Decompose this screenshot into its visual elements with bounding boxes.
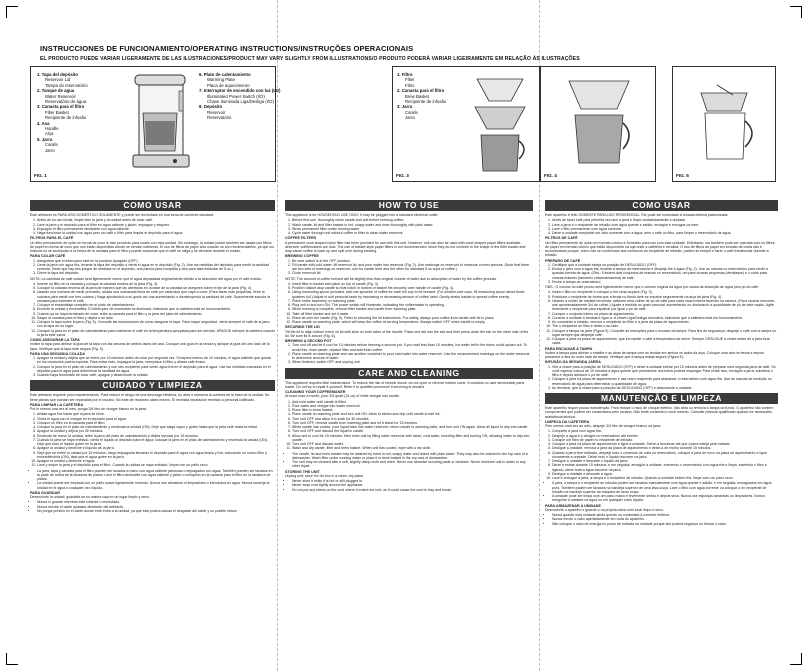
list-item: 12. Coloque la jarra en el plato de calentamiento para mantener el café en la temperatura apropiada para ser servido. APAGUE siempre la cafetera cuando la jarra este vacía. — [37, 329, 275, 338]
bullet-list — [30, 469, 275, 490]
list-item: • A jarra, a tampa e o recipiente de infusão podem ser lavados manualmente com água quente e sabão, e em seguida, enxaguados em água pura. Também podem ser lavados na bandeja superior de uma lava-louça. Lave o filtro com água corrente ou coloque-o no recipiente de infusão na bandeja superior da máquina de lavar louça. — [552, 481, 778, 494]
subheading: STORING THE UNIT — [285, 469, 320, 474]
list-item: 4. Cycle water through unit without coffee or filter to clean water reservoir. — [292, 231, 533, 235]
list-item: 1. Apague la unidad y déjela que se enfríe por 10 minutos antes de colar por segunda vez. Si espera menos de 10 minutos, el agua caliente que queda en los conductos podría explotar. Para evitar esto, enjuague la jarra, reemplace el filtro y añada café fresco. — [37, 356, 275, 365]
steps-list — [545, 263, 778, 284]
list-item: 5. Coloque la canasta encima de la jarra de manera que las aberturas en la base de la canasta se aseguren sobre el eje de la jarra (Fig. 4) — [37, 286, 275, 290]
list-item: 5. Position basket atop carafe so that notch in bottom of basket fits securely over handle of carafe (Fig. 4). — [292, 286, 533, 290]
fig2-parts — [397, 72, 446, 121]
intro-text: Este artefacto es PARA USO DOMÉSTICO SOLAMENTE y puede ser enchufado en una toma de corriente standard. — [30, 213, 215, 217]
subheading: LIMPEZA DA CAFETEIRA — [545, 419, 590, 424]
part-translation: Warming Plate — [207, 77, 236, 83]
list-item: 1. Vire a chave para a posição de DESLIGADO (OFF) e deixe a unidade esfriar por 10 minutos antes de preparar uma segunda jarra de café. Se você esperar menos de 10 minutos a água quente que permanece nos tubos poderá respingar. Para evitar isso, enxágüe a jarra, substitua o filtro e depois adicione o pó de café. — [552, 365, 778, 378]
fig1-label: FIG. 1 — [34, 173, 47, 178]
paragraph: Incline la tapa para abrirse la guía de la tapa con las ranuras de ambos lados del asa. Coloque una guía en la ranura y aplique la guía del otro lado de la tapa. Verifique que la tapa esté segura (Fig. 5). — [30, 342, 270, 351]
list-item: 2. Lave a jarra e o recipiente de infusão com água quente e sabão, enxágüe e enxugue-os bem. — [552, 223, 778, 227]
list-item: 5. Turn unit OFF and allow it to soak for 30 minutes. — [292, 417, 533, 421]
bullet-list — [285, 479, 533, 492]
list-item: • A unidade pode ser limpa com um pano macio e levemente úmido e depois seca. Nunca use esponjas abrasivas ou limpadores. Nunca mergulhe a unidade na água ou em qualquer outro líquido. — [552, 494, 778, 503]
bullet-list — [545, 481, 778, 502]
paragraph: This appliance requires little maintenance. To reduce the risk of electric shock, do not open or remove bottom cover. It contains no user serviceable parts inside. Do not try to repair it yourself. Refer it to qualified personnel if servicing is needed. — [285, 380, 525, 389]
paragraph: Este aparelho requer pouca manutenção. Para reduzir o risco de choque elétrico, não abra ou remova a tampa do fundo. O aparelho não contém componentes que podem ser consertados pelo usuário. Não tente consertá-lo você mesmo. Consulte pessoal qualificado quando for necessário assistência técnica. — [545, 406, 774, 419]
list-item: 9. When brewing is complete, remove filter basket and carafe from warming plate. — [292, 307, 533, 311]
fig3-label: FIG. 3 — [396, 173, 409, 178]
carafe-lid-illustration — [687, 81, 763, 165]
list-item: 10. Turn unit OFF and discard water. — [292, 442, 533, 446]
part-translation: Brew Basket — [405, 93, 430, 99]
list-item: 11. Coloque la tapa sobre la jarra (Fig. 5). Consulte las instrucciones de cómo asegurar la tapa. Para mayor seguridad, vierta siempre el café de la jarra con la tapa en su lugar. — [37, 320, 275, 329]
list-item: 2. Coloque la jarra en el plato de calentamiento y use otro recipiente para verter agua fría en el depósito para el agua. Use las medidas marcadas en el depósito para el agua para determinar la cantidad de agua. — [37, 365, 275, 374]
list-item: • La jarra, tapa y canasta para el filtro pueden ser lavados a mano con agua caliente jabonosa o enjuagados con agua. También pueden ser lavados en la parte de arriba de la lavadora de platos. Lave el filtro deslizable con agua caliente y jabón o colóquelo en la canasta para el filtro en la lavadora de platos. — [37, 469, 275, 482]
list-item: • The carafe, lid and brew basket may be washed by hand in hot, soapy water and rinsed with plain water. They may also be washed in the top rack of a dishwasher. Wash filter under running water or place it in brew basket in the top rack of dishwasher. — [292, 452, 533, 461]
bullet-list — [30, 500, 275, 513]
list-item: 3. Place filter in brew basket. — [292, 408, 533, 412]
steps-list — [285, 218, 533, 235]
figure-5 — [672, 66, 776, 182]
part-translation: Jarro — [45, 147, 55, 153]
list-item: 2. Lave la jarra y el depósito para el filtro en agua caliente y jabón; enjuague y séquelo. — [37, 223, 275, 227]
subheading: PARA LIMPIAR LA CAFETERA — [30, 402, 84, 407]
page-title: INSTRUCCIONES DE FUNCIONAMIENTO/OPERATING INSTRUCTIONS/INSTRUÇÕES OPERACIONAIS — [40, 44, 414, 53]
paragraph: Unplug unit; store it in its box in a clean, dry place. — [285, 473, 365, 478]
list-item: 4. Haga funcionar la unidad con agua pero sin café o filtro para limpiar el depósito para el agua. — [37, 231, 275, 235]
part-translation: Chave Iluminada Liga/Desliga (I/O) — [207, 99, 274, 105]
list-item: 7. Cuando la jarra se haya enfriado, vierta el líquido al depósito para el agua; coloque la jarra en el plato de calentamiento y encienda la unidad (ON). Deje que todo el líquido gotee en la jarra. — [37, 438, 275, 447]
list-item: • Nunca enrole o cabo apertadamente em volta do aparelho. — [552, 517, 778, 521]
subheading: BREWING A SECOND POT — [285, 339, 332, 343]
list-item: • Never wrap cord tightly around the appliance. — [292, 483, 533, 487]
steps-list — [545, 429, 778, 480]
part-label: 2. Canasta para el filtro Brew Basket Recipiente de infusão — [397, 88, 447, 105]
filter-basket-illustration — [467, 73, 533, 177]
list-item: 10. Take off filter basket and set it aside. — [292, 312, 533, 316]
steps-list — [30, 356, 275, 377]
section-heading-how-to-use: HOW TO USE — [285, 200, 533, 211]
section-heading-cuidado: CUIDADO Y LIMPIEZA — [30, 380, 275, 391]
list-item: 2. Despeje a água e o vinagre no reservatório até encher. — [552, 434, 778, 438]
part-translation: Carafe — [45, 142, 58, 148]
list-item: 8. Enchufe la unidad y encendiéla. El interruptor de encendido se iluminará, indicando que la cafetera está en funcionamiento. — [37, 307, 275, 311]
list-item: 12. Place carafe on warming plate, which will keep the coffee at serving temperature. Always switch OFF when carafe is empty. — [292, 320, 533, 324]
list-item: 3. Coloque um filtro de papel no recipiente de infusão. — [552, 438, 778, 442]
steps-list — [30, 259, 275, 276]
list-item: 1. Add cold water until carafe is filled. — [292, 400, 533, 404]
list-item: 6. Quando a jarra tiver esfriado, despeje todo o conteúdo de volta no reservatório, coloque a jarra de novo na placa de aquecimento e ligue novamente a unidade. Deixe todo o líquido escorrer na jarra. — [552, 451, 778, 460]
paragraph: Tilt the lid to align bottom notch on lid with slots on both sides of the handle. Place one tab into the slot and then press down the tab on the other side of the lid. Be sure lid is secure (Fig. 5). — [285, 329, 529, 338]
list-item: 11. Wash and dry carafe, filter and brew basket. When unit has cooled, wipe with a dry cloth. — [292, 446, 533, 450]
subheading: CLEANING YOUR COFFEEMAKER — [285, 390, 346, 394]
column-english — [285, 200, 533, 493]
note: NOTA: La cantidad de café colado será ligeramente menor que el agua depositada originalmente debido a la absorción del agua por el café molido. — [30, 276, 262, 281]
list-item: 9. Allow unit to cool for 15 minutes; then rinse unit by filling water reservoir with clean, cold water, inserting filter and turning ON, allowing water to drip into carafe. — [292, 434, 533, 443]
figure-4 — [540, 66, 656, 182]
fig5-label: FIG. 5 — [676, 173, 689, 178]
list-item: • Nunca guarde esta unidade ainda quente ou conectada à corrente elétrica. — [552, 513, 778, 517]
list-item: 6. Usando a colher de medida fornecida, adicione uma colher de pó de café para cada xícara inteira fazendo na caneca. (Para xícaras menores, use aproximadamente 3/4 de colher.) Ajuste a medida ao gosto pessoal, aumentando ou diminuindo a quantidade de pó de café usado. Agite levemente o recipiente para espalhar por igual o pó de café. — [552, 299, 778, 312]
list-item: 7. When carafe has cooled, pour liquid back into water reservoir; return carafe to warming plate, and turn unit ON again. Allow all liquid to drip into carafe. — [292, 425, 533, 429]
list-item: 10. Tire o recipiente do filtro e deixe-o ao lado. — [552, 324, 778, 328]
list-item: • Do not put any stress on the cord where it enters the unit, as it could cause the cord to fray and break. — [292, 488, 533, 492]
list-item: 1. Añada agua fría hasta que la jarra se llene. — [37, 412, 275, 416]
page-subtitle: EL PRODUCTO PUEDE VARIAR LIGERAMENTE DE LAS ILUSTRACIONES/PRODUCT MAY VARY SLIGHTLY FROM ILLUSTRATIONS/O PRODUTO PODERÁ VARIAR LIGEIRAMENTE EM RELAÇÃO ÀS ILUSTRAÇÕES — [40, 56, 580, 62]
list-item: • Não coloque o cabo de energia no ponto de entrada na unidade porque isto poderá esgarçar ou triturar o cabo. — [552, 522, 778, 526]
list-item: 7. Coloque o conjunto inteiro na placa de aquecimento. — [552, 312, 778, 316]
list-item: • The unit may be cleaned with a soft, slightly damp cloth and dried. Never use abrasive scouring pads or cleanser. Never immerse unit in water or any other liquid. — [292, 460, 533, 469]
steps-list — [30, 282, 275, 337]
part-translation: Handle — [45, 126, 59, 132]
steps-list — [545, 290, 778, 345]
list-item: 2. Wash carafe, lid and filter basket in hot, soapy water and rinse thoroughly with plain water. — [292, 223, 533, 227]
crop-mark-bottom-left — [6, 653, 18, 665]
steps-list — [30, 412, 275, 467]
steps-list — [30, 218, 275, 235]
part-translation: Recipiente de infusão — [405, 99, 447, 105]
part-translation: Carafe — [405, 109, 418, 115]
list-item: 1. Complete a jarra com água fria. — [552, 429, 778, 433]
paragraph: Desconecte o aparelho e guarde-o na própria caixa num local limpo e seco. — [545, 507, 664, 512]
list-item: 3. When finished, switch OFF and unplug unit. — [292, 360, 533, 364]
coffeemaker-illustration — [129, 73, 191, 173]
subheading: PARA UNA SEGUNDA COLADA — [30, 351, 86, 356]
list-item: 1. Before first use, thoroughly clean carafe and unit before brewing coffee. — [292, 218, 533, 222]
list-item: 5. Posicione o recipiente de forma que a fenda no fundo dele se encaixe seguramente na alça da jarra (Fig. 4). — [552, 295, 778, 299]
list-item: • Never store it while it is hot or still plugged in. — [292, 479, 533, 483]
list-item: 2. Llene la jarra con agua fría, levante la tapa del depósito y vierta el agua en el depósito (Fig. 2). Use las medidas del depósito para medir la cantidad correcta. (Note que hay dos juegos de medidas en el depósito, una para la jarra completa y otra para taza estándar de 5 oz.) — [37, 263, 275, 272]
list-item: 11. Coloque a tampa na jarra (Figura 5). Consulte as instruções para o encaixe da tampa. Para fins de segurança, despeje o café com a tampa no lugar sempre que despejar café. — [552, 329, 778, 338]
paragraph: Desenchufe la unidad; guárdela en su misma caja en un lugar limpio y seco. — [30, 495, 150, 499]
list-item: 9. Desligue a unidade e descarte a água. — [552, 472, 778, 476]
list-item: 9. Ao completar a infusão, remova o recipiente do filtro e a jarra da placa de aquecimento. — [552, 320, 778, 324]
list-item: 1. Turn unit off and let it cool for 10 minutes before brewing a second pot. If you wait less than 10 minutes, hot water left in the tubes could splash out. To avoid this, rinse carafe, replace filter and add fresh coffee. — [292, 343, 533, 352]
list-item: 1. Antes de fazer café pela primeira vez lave a jarra e limpe cuidadosamente a unidade. — [552, 218, 778, 222]
list-item: 8. Turn unit OFF and discard the liquid in carafe. — [292, 429, 533, 433]
bullet-list — [285, 452, 533, 469]
list-item: 11. Lave y seque la jarra y el depósito para el filtro. Cuando la unidad se haya enfriado, limpie con un paño seco. — [37, 463, 275, 467]
crop-mark-bottom-right — [790, 653, 802, 665]
subheading: INFUSÃO DA SEGUNDA JARRA — [545, 360, 601, 365]
paragraph: Pelo menos uma vez ao mês, despeje 3/4 litro de vinagre branco na jarra. — [545, 424, 662, 428]
part-translation: Recipiente de infusão — [45, 115, 87, 121]
subheading: COFFEE FILTERS — [285, 236, 317, 241]
list-item: 10. Saque la canasta para el filtro y déjela a un lado. — [37, 316, 275, 320]
intro-text: This appliance is for HOUSEHOLD USE ONLY. It may be plugged into a standard electrical outlet. — [285, 213, 439, 217]
part-translation: Jarra — [405, 115, 415, 121]
part-label: 1. Tapa del depósito Reservoir Lid Tampa do reservatório — [37, 72, 88, 88]
list-item: 9. Cuando ya se haya terminado de colar, retire la canasta para el filtro y la jarra del plato de calentamiento. — [37, 312, 275, 316]
list-item: 3. Lave o filtro permanente com água corrente. — [552, 227, 778, 231]
part-translation: Placa de aquecimento — [207, 82, 250, 88]
list-item: 6. Encienda de nuevo la unidad, retire la jarra del plato de calentamiento y déjela reposar por 15 minutos. — [37, 434, 275, 438]
subheading: PARA ENCAIXAR A TAMPA — [545, 346, 593, 351]
note: NOTE: The amount of coffee brewed will be slightly less than original volume of water due to absorption of water by the coffee grounds. — [285, 276, 498, 281]
list-item: 1. Certifique que a unidade esteja na posição de DESLIGADO (OFF). — [552, 263, 778, 267]
list-item: 5. Desligue a unidade, remova a jarra da placa de aquecimento e deixe-a de molho durante 15 minutos. — [552, 446, 778, 450]
paragraph: A permanent cone shaped nylon filter has been provided for use with this unit. However, unit can also be used with cone shaped paper filters available wherever coffeemakers are sold. The use of basket style paper filters is not recommended, since they do not conform to the shape of the filter basket and may cause coffee to back up and spill over during brewing. — [285, 240, 526, 253]
basket-on-carafe-illustration — [559, 75, 639, 171]
note: OBS.: O volume do café pronto será ligeiramente menor que o volume original da água por causa da absorção de água pelo pó do café. — [545, 285, 760, 289]
part-translation: Reservoir — [207, 109, 226, 115]
list-item: 3. Cierre la tapa del depósito. — [37, 271, 275, 275]
list-item: 7. Coloque el ensamblaje completo en el plato de calentamiento. — [37, 303, 275, 307]
list-item: 3. Rinse permanent filter under running water. — [292, 227, 533, 231]
list-item: 2. Coloque a jarra na placa de aquecimento e use outro recipiente para abastecer o reservatório com água fria. Use as marcas de medição no reservatório de água para determinar a quantidade de água. — [552, 377, 778, 386]
list-item: 2. Fill carafe with cold water, lift reservoir lid, and pour water into reservoir (Fig. 2). Use markings on reservoir to measure correct amount. (Note that there are two sets of markings on reservoir; one for carafe level and the other for standard 5 oz cups of coffee.) — [292, 263, 533, 272]
list-item: • No ponga presión en el cable donde éste entra a la unidad, ya que esto podría causar el desgaste del cable y su posible rotura. — [37, 509, 275, 513]
list-item: 7. Desligue a unidade e descarte o líquido da jarra. — [552, 459, 778, 463]
steps-list — [545, 218, 778, 235]
list-item: 1. Asegúrese que el interruptor esté en la posición Apagado (OFF). — [37, 259, 275, 263]
paragraph: Um filtro permanente de nylon em formato cônico é fornecido para uso com esta unidade. Entretanto, ela também pode ser operada com os filtros de papel em formato cônico que estão disponíveis na loja onde a cafeteira é vendida. O uso de filtros de papel em formato de cesta não é recomendado porque, como não se conformam aos contornos do recipiente de infusão, podem se entupir e fazer o café transbordar durante a infusão. — [545, 240, 775, 258]
part-translation: Filter Basket — [45, 109, 69, 115]
list-item: 8. Deixe a esfriar durante 15 minutos, e em seguida, enxágüe a unidade, enchendo o reservatório com água fria e limpa, inserindo o filtro e ligando, deixe toda a água escorrer na jarra. — [552, 463, 778, 472]
fig1-parts-left — [37, 72, 88, 153]
list-item: 4. Coloque la jarra en el plato de calentamiento y encienda la unidad (ON). Deje que salga vapor y gotee hasta que la jarra esté hasta la mitad. — [37, 425, 275, 429]
subheading: BREWING COFFEE — [285, 254, 319, 259]
part-label: 4. Asa Handle Alça — [37, 121, 88, 137]
figure-2-3 — [392, 66, 540, 182]
part-translation: Illuminated Power Switch (I/O) — [207, 93, 265, 99]
bullet-list — [545, 513, 778, 526]
section-heading-manutencao: MANUTENÇÃO E LIMPEZA — [545, 393, 778, 404]
steps-list — [285, 400, 533, 451]
figure-1 — [30, 66, 281, 182]
list-item: 6. Turn unit OFF, remove carafe from warming plate and let it stand for 15 minutes. — [292, 421, 533, 425]
list-item: 4. Inserte un filtro en la canasta y coloque la canasta encima de la jarra (Fig. 3). — [37, 282, 275, 286]
subheading: FILTROS DE CAFÉ — [545, 236, 578, 241]
part-translation: Reservatório de água — [45, 99, 87, 105]
crop-mark-top-left — [6, 6, 18, 18]
list-item: 8. Plug unit in and turn ON. The power switch will illuminate, indicating the coffeemaker is operating. — [292, 303, 533, 307]
list-item: 3. Coloque un filtro en la canasta para el filtro. — [37, 421, 275, 425]
list-item: 12. Coloque a jarra na placa de aquecimento, que irá manter o café à temperatura de servir. Sempre DESLIGUE a chave antes de a jarra ficar vazia. — [552, 337, 778, 346]
list-item: 6. Usando una cuchara de medir promedio, añada una cucharada llena de café por cada taza que vaya a colar. (Para tazas más pequeñas, llene la cuchara para medir con tres cuartos.) Haga ajustándolo a su gusto así una aumentando o disminuyendo la cantidad de café. Suavemente sacuda la canasta para extender el café. — [37, 290, 275, 303]
list-item: 9. Deje que se enfríe la unidad por 15 minutos; luego enjuáguela llenando el depósito para el agua con agua limpia y fría, colocando un nuevo filtro y encendiéndola (ON), deje que el agua gotee en la jarra. — [37, 451, 275, 460]
part-label: 5. Jarra Carafe Jarro — [37, 137, 88, 153]
paragraph: Incline a tampa para alinhar o entalhe e as abas da tampa com as fendas em ambos os lados da alça. Coloque uma aba na fenda e depois pressione a aba do outro lado da tampa. Verifique que a tampa esteja segura (Figura 5). — [545, 350, 764, 359]
list-item: 7. Place entire assembly on warming plate. — [292, 299, 533, 303]
steps-list — [285, 343, 533, 364]
list-item: 10. Apague la unidad y deseche el agua. — [37, 459, 275, 463]
intro-text: Este aparelho é feito SOMENTE PARA USO RESIDENCIAL. Ele pode ser conectado à tomada elétrica padronizada. — [545, 213, 729, 217]
list-item: 1. Be sure switch is in the OFF position. — [292, 259, 533, 263]
list-item: 4. Deixe a unidade completar um ciclo somente com a água, sem o café ou filtro, para limpar o reservatório de água. — [552, 231, 778, 235]
part-translation: Reservatório — [207, 115, 232, 121]
list-item: 4. Place carafe on warming plate and turn unit ON. Allow to steam and drip until carafe is half full. — [292, 412, 533, 416]
part-translation: Reservoir Lid — [45, 77, 71, 83]
part-label: 8. Depósito Reservoir Reservatório — [199, 104, 280, 120]
part-label: 3. Jarra Carafe Jarra — [397, 104, 446, 120]
column-portuguese — [545, 200, 778, 527]
list-item: 6. Using measuring spoon provided, add one spoonful of coffee for each full cup to be brewed. (For smaller-size cups, fill measuring spoon about three-quarters full.) Adjust to suit personal taste by increasing or decreasing amount of coffee used. Gently shake basket to spread coffee evenly. — [292, 290, 533, 299]
column-spanish — [30, 200, 275, 514]
subheading: FILTROS PARA EL CAFÉ — [30, 236, 74, 241]
section-heading-como-usar-pt: COMO USAR — [545, 200, 778, 211]
list-item: 8. Conecte a unidade à tomada e ligue-a. A chave Liga/Desliga acenderá, indicando que a cafeteira está em funcionamento. — [552, 316, 778, 320]
part-label: 3. Canasta para el filtro Filter Basket Recipiente de infusão — [37, 104, 87, 121]
part-translation: Tampa do reservatório — [45, 82, 88, 88]
list-item: 8. Apague la unidad y deseche el líquido de la jarra. — [37, 446, 275, 450]
list-item: 3. Cuando haya terminado de colar café, apague y desenchufe la unidad. — [37, 373, 275, 377]
paragraph: Por lo menos una vez al mes, ponga 3/4 litro de vinagre blanco en la jarra. — [30, 407, 147, 411]
part-translation: Filtro — [405, 82, 415, 88]
list-item: 11. Place lid onto the carafe (Fig. 5). Refer to securing the lid instructions. For safety, always pour coffee from carafe with lid in place. — [292, 316, 533, 320]
list-item: 2. Pour water and vinegar into water reservoir. — [292, 404, 533, 408]
list-item: 5. Apague la unidad y déjela por 30 minutos. — [37, 429, 275, 433]
list-item: 10. Lave e enxugue a jarra, a tampa e o recipiente de infusão. Quando a unidade estiver fria, limpe com um pano seco. — [552, 476, 778, 480]
list-item: 2. Vierta el agua con el vinagre en el depósito para el agua. — [37, 417, 275, 421]
paragraph: Un filtro permanente de nylon en forma de cono le sido proveído para usarlo con esta unidad. Sin embargo, la unidad puede también ser usada con filtros de papel en forma de cono que son están disponibles donde se venden cafeteras. El uso de filtros de papel sólo cuando no son recomendables, ya que los mismos no se acomodan a la forma de la canasta para el filtro y puede ocasionar que el café se salga y se derrame durante el colado. — [30, 240, 274, 253]
steps-list — [285, 282, 533, 325]
part-translation: Alça — [45, 131, 54, 137]
subheading: PARA COLAR CAFÉ — [30, 254, 66, 259]
fig4-label: FIG. 4 — [544, 173, 557, 178]
part-label: 6. Plato de calentamiento Warming Plate Placa de aquecimento — [199, 72, 280, 88]
list-item: • Nunca enrolle el cable ajustado alrededor del artefacto. — [37, 505, 275, 509]
part-label: 2. Tanque de agua Water Reservoir Reservatório de água — [37, 88, 87, 105]
list-item: 4. Insira o filtro no recipiente e coloque-o em cima da jarra (Fig. 3). — [552, 290, 778, 294]
steps-list — [285, 259, 533, 276]
part-label: 7. Interruptor de encendido con luz (I/O) Illuminated Power Switch (I/O) Chave Iluminada Liga/Desliga (I/O) — [199, 88, 281, 105]
paragraph: At least once a month, pour 3/4 quart (24 oz) of white vinegar into carafe. — [285, 394, 400, 399]
part-translation: Water Reservoir — [45, 93, 76, 99]
list-item: • Nunca lo guarde mientras esté caliente o enchufado. — [37, 500, 275, 504]
subheading: PREPARO DE CAFÉ — [545, 258, 581, 263]
list-item: 3. Ao terminar, gire a chave para a posição de DESLIGADO (OFF) e desconecte a unidade. — [552, 386, 778, 390]
steps-list — [545, 365, 778, 391]
list-item: 2. Encha o jarro com a água fria, levante a tampa do reservatório e despeje-lhe a água (Fig. 2). Use as marcas no reservatório para medir a quantia correta de água. (Obs.: Existem dois conjuntos de marcas no reservatório, um para xícaras pequenas (demitasse) e o outro para xícaras maiores (tamanho chávena/caneca) de café. — [552, 267, 778, 280]
paragraph: Este artefacto requiere poco mantenimiento. Para reducir el riesgo de una descarga eléctrica, no abra o remueva la cubierta de la base de la unidad. No tiene piezas que puedan ser reparadas por el usuario. No trate de repararlo usted mismo. Si necesita reparación remítalo a personal calificado. — [30, 393, 270, 402]
fig1-parts-right — [199, 72, 280, 121]
list-item: 4. Coloque a jarra na placa de aquecimento e ligue a unidade. Deixe-a funcionar até que a jarra esteja pela metade. — [552, 442, 778, 446]
part-translation: Filter — [405, 77, 415, 83]
section-heading-care: CARE AND CLEANING — [285, 368, 533, 379]
list-item: 4. Insert filter in basket and place on top of carafe (Fig. 3). — [292, 282, 533, 286]
list-item: 1. Antes de su uso inicial, limpie bien la jarra y la unidad antes de colar café. — [37, 218, 275, 222]
list-item: • La unidad puede ser limpiada con un paño suave ligeramente húmedo. Nunca use abrasivos ni limpiadores o introduzca en agua. Nunca sumerja la unidad en el agua o cualquier otro líquido. — [37, 481, 275, 490]
subheading: PARA GUARDAR — [30, 490, 60, 495]
crop-mark-top-right — [790, 6, 802, 18]
subheading: PARA ARMAZENAR A UNIDADE — [545, 503, 601, 508]
section-heading-como-usar: COMO USAR — [30, 200, 275, 211]
list-item: 2. Place carafe on warming plate and use another container to pour cold water into water reservoir. Use the measurement markings on the water reservoir to determine amount of water. — [292, 352, 533, 361]
list-item: 3. Feche a tampa do reservatório. — [552, 280, 778, 284]
list-item: 3. Close reservoir lid. — [292, 271, 533, 275]
subheading: SECURING THE LID — [285, 325, 320, 330]
subheading: COMO ASEGURAR LA TAPA — [30, 338, 80, 342]
part-label: 1. Filtro Filter Filtro — [397, 72, 446, 88]
list-item: 3. Enjuague el filtro permanente deslizable con agua caliente. — [37, 227, 275, 231]
